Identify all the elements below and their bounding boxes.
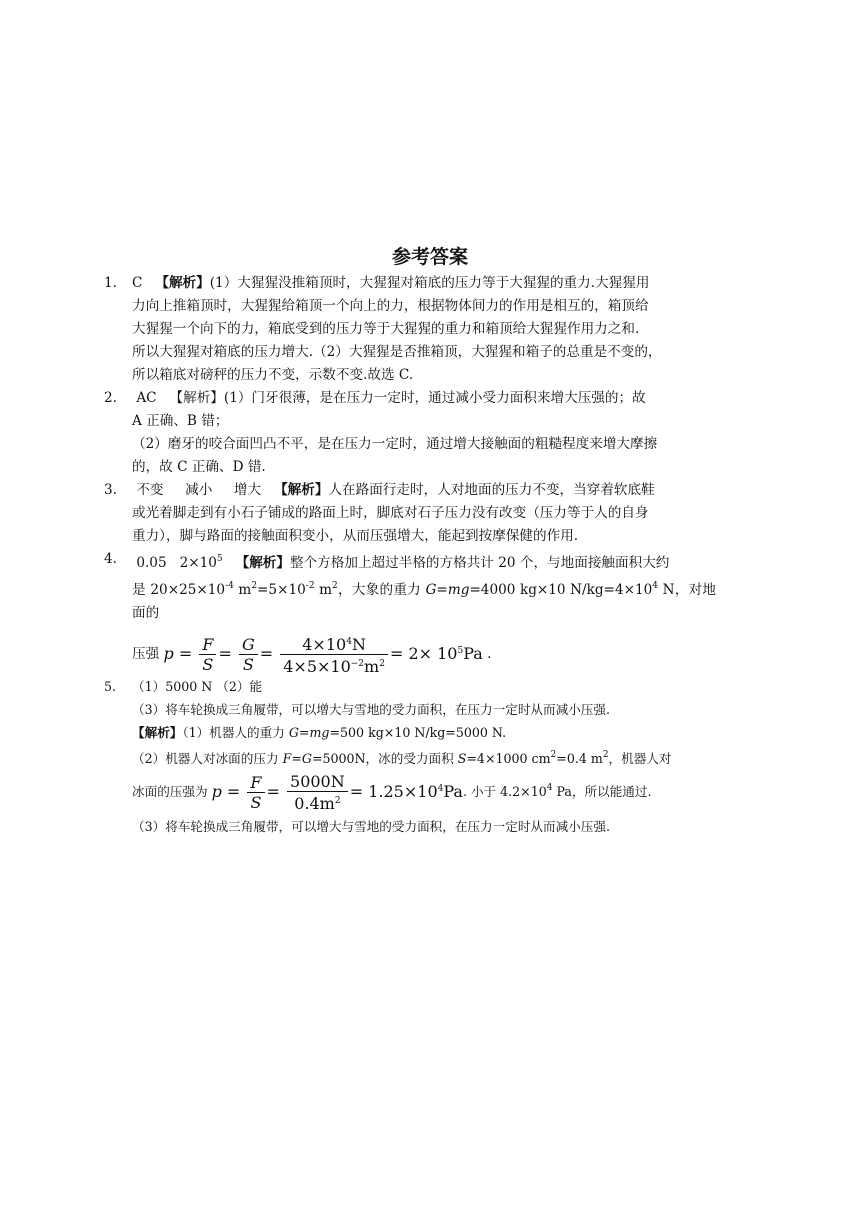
- answer-blank-2: 减小: [185, 482, 213, 498]
- text-line: （3）将车轮换成三角履带，可以增大与雪地的受力面积，在压力一定时从而减小压强.: [132, 819, 610, 834]
- text-line: （1）5000 N （2）能: [132, 679, 263, 694]
- text-line: （2）磨牙的咬合面凹凸不平，是在压力一定时，通过增大接触面的粗糙程度来增大摩擦: [132, 436, 658, 452]
- answer-choice: AC: [136, 390, 157, 406]
- pressure-formula: 冰面的压强为 p = $\frac{F}{S}$ = $\frac{5000N}{0.4m^2}$ = $1.25\times 10^4Pa$. 小于 $4.2\times 10^4$ Pa，所以能通过.: [132, 772, 652, 813]
- item-number: 1.: [104, 275, 117, 291]
- text-line: 重力），脚与路面的接触面积变小，从而压强增大，能起到按摩保健的作用.: [132, 528, 579, 544]
- text-line: (1）门牙很薄，是在压力一定时，通过减小受力面积来增大压强的；故: [223, 390, 646, 406]
- answer-text: [132, 479, 716, 548]
- analysis-tag: 【解析】: [169, 390, 224, 406]
- item-number: 2.: [104, 390, 117, 406]
- answer-text: [132, 272, 716, 387]
- text-line: （3）将车轮换成三角履带，可以增大与雪地的受力面积，在压力一定时从而减小压强.: [132, 702, 610, 717]
- text-line: （2）机器人对冰面的压力 F=G=5000N，冰的受力面积 S=4×1000 $cm^2=0.4$ $m^2$，机器人对: [132, 750, 672, 766]
- answer-item-1: [104, 272, 716, 387]
- text-line: 人在路面行走时，人对地面的压力不变，当穿着软底鞋: [328, 482, 655, 498]
- text-line: 或光着脚走到有小石子铺成的路面上时，脚底对石子压力没有改变（压力等于人的自身: [132, 505, 649, 521]
- text-line: 所以大猩猩对箱底的压力增大.（2）大猩猩是否推箱顶，大猩猩和箱子的总重是不变的，: [132, 344, 662, 360]
- page-title: 参考答案: [391, 246, 468, 268]
- text-line: 力向上推箱顶时，大猩猩给箱顶一个向上的力，根据物体间力的作用是相互的，箱顶给: [132, 298, 649, 314]
- answer-item-5: [104, 675, 716, 838]
- item-number: 3.: [104, 482, 117, 498]
- answer-blank-1: 0.05: [136, 555, 167, 571]
- text-line: 整个方格加上超过半格的方格共计 20 个，与地面接触面积大约: [290, 555, 670, 571]
- answer-choice: C: [132, 275, 143, 291]
- text-line: 所以箱底对磅秤的压力不变，示数不变.故选 C.: [132, 367, 414, 383]
- pressure-formula: 压强 p = $\frac{F}{S}$ = $\frac{G}{S}$ = $\frac{4\times 10^4N}{4\times 5\times 10^{-2}m^2}$ = $2\times 10^5Pa$ .: [132, 635, 492, 676]
- answer-text: [132, 387, 716, 479]
- text-line: (1）大猩猩没推箱顶时，大猩猩对箱底的压力等于大猩猩的重力.大猩猩用: [209, 275, 650, 291]
- answer-blank-1: 不变: [136, 482, 164, 498]
- item-number: 4.: [104, 551, 117, 567]
- answer-item-2: [104, 387, 716, 479]
- answer-blank-3: 增大: [233, 482, 262, 498]
- answer-blank-2: $2\times 10^5$: [179, 554, 223, 571]
- item-number: 5.: [104, 679, 117, 694]
- text-line: 【解析】（1）机器人的重力 G=mg=500 kg×10 N/kg=5000 N.: [132, 725, 507, 740]
- analysis-tag: 【解析】: [274, 482, 329, 498]
- answer-text: [132, 548, 716, 625]
- text-line: 大猩猩一个向下的力，箱底受到的压力等于大猩猩的重力和箱顶给大猩猩作用力之和.: [132, 321, 640, 337]
- answer-item-3: [104, 479, 716, 548]
- answer-item-4: [104, 548, 716, 676]
- analysis-tag: 【解析】: [235, 555, 290, 571]
- text-line: 是 $20\times 25\times 10^{-4}$ $m^2=5\times 10^{-2}$ $m^2$，大象的重力 G=mg=4000 kg×10 $N/kg=4\times 10^4$ N，对地面的: [132, 581, 716, 621]
- text-line: A 正确、B 错；: [132, 413, 229, 429]
- analysis-tag: 【解析】: [155, 275, 210, 291]
- text-line: 的，故 C 正确、D 错.: [132, 459, 266, 475]
- answer-text: [132, 675, 716, 770]
